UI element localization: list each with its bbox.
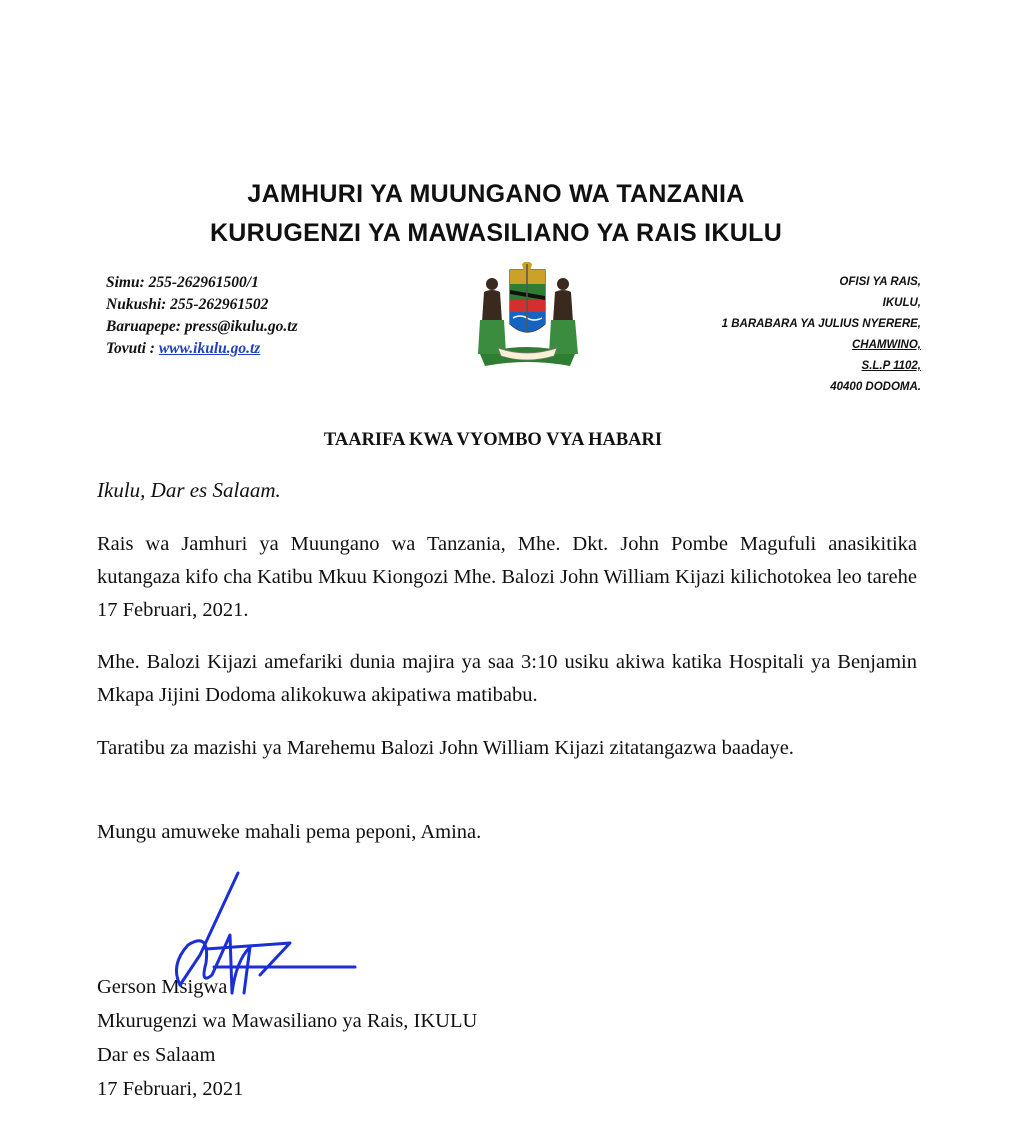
- release-title: TAARIFA KWA VYOMBO VYA HABARI: [323, 430, 663, 450]
- contact-block: [106, 272, 298, 360]
- signatory-location: Dar es Salaam: [97, 1044, 216, 1066]
- address-line5: S.L.P 1102,: [861, 360, 921, 372]
- signatory-title: Mkurugenzi wa Mawasiliano ya Rais, IKULU: [97, 1010, 478, 1032]
- website-label: Tovuti :: [106, 340, 159, 357]
- fax-text: Nukushi: 255-262961502: [106, 296, 269, 313]
- header-title-line1: JAMHURI YA MUUNGANO WA TANZANIA: [247, 180, 745, 208]
- left-supporter-figure: [478, 278, 506, 354]
- website-link[interactable]: www.ikulu.go.tz: [158, 340, 261, 357]
- address-line3: 1 BARABARA YA JULIUS NYERERE,: [721, 318, 921, 330]
- signatory-name: Gerson Msigwa: [97, 976, 228, 998]
- paragraph-3: Taratibu za mazishi ya Marehemu Balozi John William Kijazi zitatangazwa baadaye.: [97, 737, 794, 759]
- address-line2: IKULU,: [882, 297, 921, 309]
- address-line6: 40400 DODOMA.: [830, 381, 921, 393]
- coat-of-arms-icon: [470, 262, 585, 370]
- signatory-date: 17 Februari, 2021: [97, 1078, 244, 1100]
- address-line4: CHAMWINO,: [852, 339, 921, 351]
- paragraph-1: Rais wa Jamhuri ya Muungano wa Tanzania, Mhe. Dkt. John Pombe Magufuli anasikitika kutangaza kifo cha Katibu Mkuu Kiongozi Mhe. Balozi John William Kijazi kilichotokea leo tarehe 17 Februari, 2021.: [97, 533, 917, 621]
- phone-text: Simu: 255-262961500/1: [106, 274, 259, 291]
- paragraph-4: Mungu amuweke mahali pema peponi, Amina.: [97, 821, 482, 843]
- header-title-line2: KURUGENZI YA MAWASILIANO YA RAIS IKULU: [209, 219, 783, 247]
- address-block: [722, 272, 921, 398]
- paragraph-2: Mhe. Balozi Kijazi amefariki dunia majira ya saa 3:10 usiku akiwa katika Hospitali ya Benjamin Mkapa Jijini Dodoma alikokuwa akipatiwa matibabu.: [97, 651, 917, 706]
- website-row: [106, 338, 298, 360]
- handwritten-signature-icon: [140, 865, 365, 1005]
- place-line: Ikulu, Dar es Salaam.: [97, 478, 281, 502]
- email-text: Baruapepe: press@ikulu.go.tz: [106, 318, 298, 335]
- right-supporter-figure: [549, 278, 578, 354]
- address-line1: OFISI YA RAIS,: [839, 276, 921, 288]
